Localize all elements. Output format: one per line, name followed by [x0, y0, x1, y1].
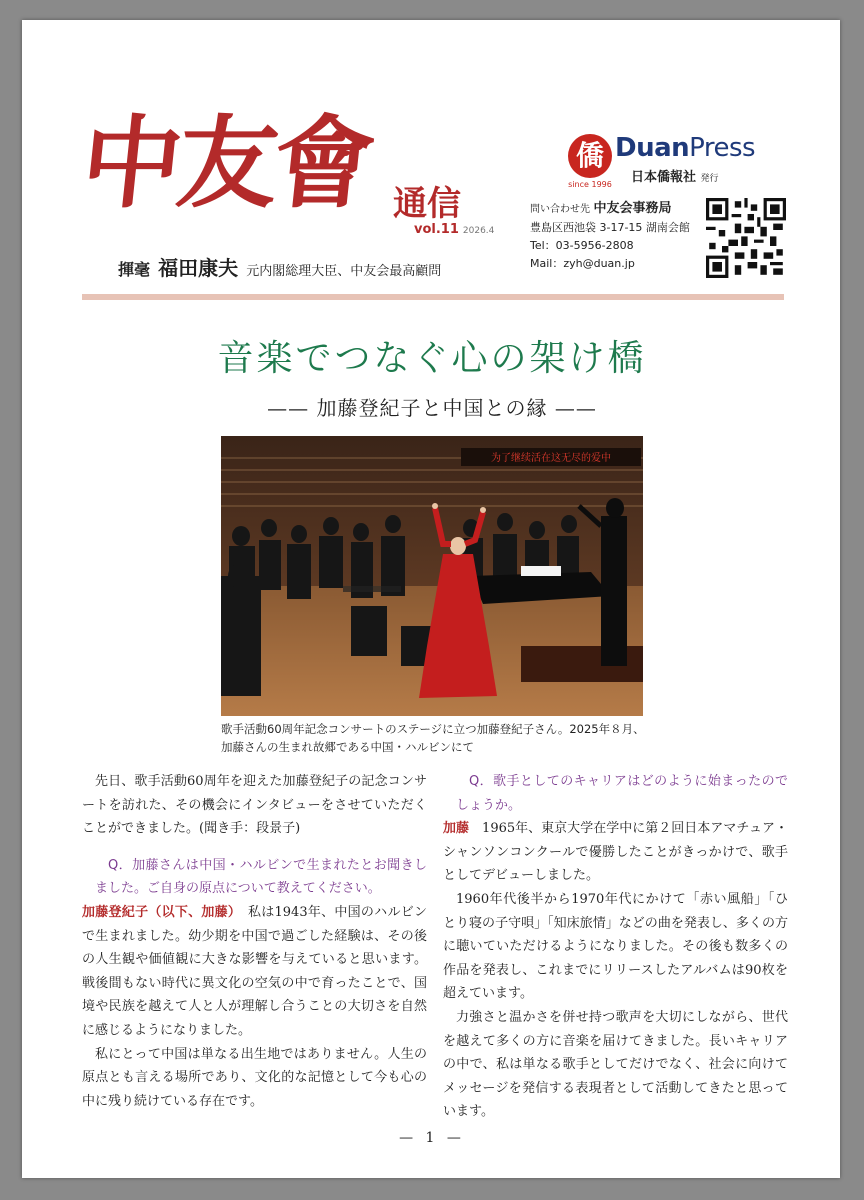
concert-photo: [221, 436, 643, 716]
header-divider: [82, 294, 784, 300]
photo-caption: 歌手活動60周年記念コンサートのステージに立つ加藤登紀子さん。2025年８月、加藤さんの生まれ故郷である中国・ハルビンにて: [221, 722, 645, 754]
volume-label: [414, 222, 494, 237]
article-column-left: [82, 770, 427, 1113]
answer-1-text: 私は1943年、中国のハルビンで生まれました。幼少期を中国で過ごした経験は、その後の人生観や価値観に大きな影響を与えていると思います。戦後間もない時代に異文化の空気の中で育ったことで、国境や民族を越えて人と人が理解し合うことの大切さを自然に感じるようになりました。: [82, 904, 427, 1038]
volume-number: vol.11: [414, 222, 459, 237]
publisher-brand: [615, 133, 755, 163]
answer-2-speaker: 加藤: [443, 821, 470, 837]
intro-paragraph: 先日、歌手活動60周年を迎えた加藤登紀子の記念コンサートを訪れた、その機会にインタビューをさせていただくことができました。(聞き手：段景子): [82, 774, 427, 837]
page-number: — 1 —: [399, 1130, 465, 1146]
answer-1-speaker: 加藤登紀子（以下、加藤）: [82, 904, 235, 920]
contact-label: 問い合わせ先: [530, 204, 590, 215]
masthead-title: 中友會: [75, 104, 377, 222]
question-2: Q．歌手としてのキャリアはどのように始まったのでしょうか。: [456, 774, 788, 813]
answer-1: [82, 901, 427, 1043]
calligraphy-credit: [118, 252, 441, 281]
company-name: 日本僑報社: [631, 170, 697, 185]
article-subhead: —— 加藤登紀子と中国との縁 ——: [267, 396, 597, 420]
masthead-subtitle: 通信: [393, 184, 461, 224]
qr-code-icon[interactable]: [706, 198, 786, 278]
answer-2-text: 1965年、東京大学在学中に第２回日本アマチュア・シャンソンコンクールで優勝したことがきっかけで、歌手としてデビューしました。: [443, 821, 788, 884]
calligraphy-label: 揮毫: [118, 260, 151, 279]
contact-office: 中友会事務局: [593, 201, 672, 216]
calligrapher-title: 元内閣総理大臣、中友会最高顧問: [246, 264, 442, 279]
calligrapher-name: 福田康夫: [158, 256, 239, 280]
issued-label: 発行: [700, 174, 719, 184]
logo-since: since 1996: [568, 180, 612, 189]
article-headline: 音楽でつなぐ心の架け橋: [217, 338, 647, 379]
brand-bold: Duan: [615, 133, 690, 163]
contact-address: 豊島区西池袋 3-17-15 湖南会館: [530, 221, 690, 234]
publisher-company: [631, 166, 719, 185]
answer-2-paragraph-2: 1960年代後半から1970年代にかけて「赤い風船」「ひとり寝の子守唄」「知床旅情」などの曲を発表し、多くの方に聴いていただけるようになりました。その後も数多くの作品を発表し、これまでにリリースしたアルバムは90枚を超えています。: [443, 891, 788, 1002]
answer-2: [443, 817, 788, 888]
answer-2-paragraph-3: 力強さと温かさを併せ持つ歌声を大切にしながら、世代を越えて多くの方に音楽を届けてきました。長いキャリアの中で、私は単なる歌手としてだけでなく、社会に向けてメッセージを発信する表現者として活動してきたと思っています。: [443, 1009, 788, 1120]
brand-light: Press: [689, 133, 756, 163]
answer-1-paragraph-2: 私にとって中国は単なる出生地ではありません。人生の原点とも言える場所であり、文化的な記憶として今も心の中に残り続けている存在です。: [82, 1046, 427, 1109]
contact-block: [530, 200, 690, 273]
article-column-right: [443, 770, 788, 1124]
stage-banner: 为了继续活在这无尽的爱中: [491, 453, 611, 464]
duanpress-logo-icon: 僑: [568, 134, 612, 178]
issue-date: 2026.4: [462, 226, 495, 236]
contact-tel: Tel：03-5956-2808: [530, 239, 634, 252]
contact-mail[interactable]: Mail：zyh@duan.jp: [530, 257, 635, 270]
question-1: Q．加藤さんは中国・ハルビンで生まれたとお聞きしました。ご自身の原点について教えてください。: [95, 857, 427, 897]
